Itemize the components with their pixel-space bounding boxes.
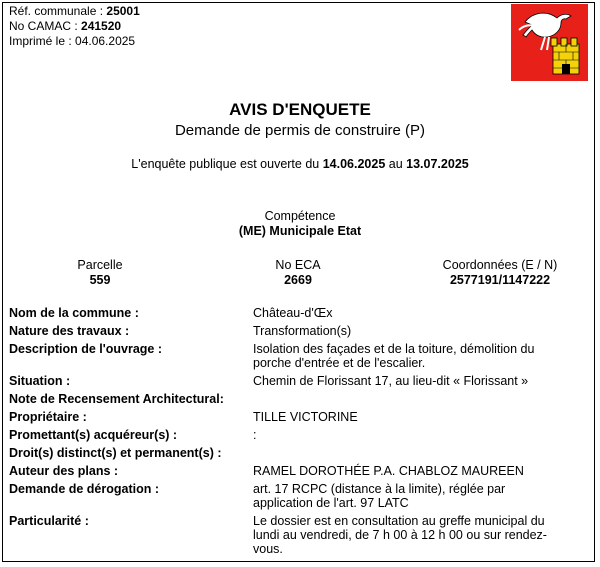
- reference-block: [9, 4, 140, 49]
- detail-row: Particularité : Le dossier est en consultation au greffe municipal du lundi au vendredi, de 7 h 00 à 12 h 00 ou sur rendez-vous.: [9, 514, 547, 556]
- detail-row: Nature des travaux : Transformation(s): [9, 324, 352, 338]
- info-coordonnees: Coordonnées (E / N) 2577191/1147222: [442, 258, 558, 287]
- ref-printed: Imprimé le : 04.06.2025: [9, 34, 136, 48]
- detail-row: Situation : Chemin de Florissant 17, au lieu-dit « Florissant »: [9, 374, 529, 388]
- detail-row: Droit(s) distinct(s) et permanent(s) :: [9, 446, 222, 460]
- detail-row: Nom de la commune : Château-d'Œx: [9, 306, 333, 320]
- detail-row: Note de Recensement Architectural:: [9, 392, 224, 406]
- detail-row: Propriétaire : TILLE VICTORINE: [9, 410, 358, 424]
- coat-of-arms-icon: [511, 4, 588, 81]
- detail-row: Description de l'ouvrage : Isolation des façades et de la toiture, démolition du porche d'entrée et de l'escalier.: [9, 342, 535, 370]
- enquete-dates: L'enquête publique est ouverte du 14.06.2025 au 13.07.2025: [131, 157, 469, 171]
- ref-camac: No CAMAC : 241520: [9, 19, 122, 33]
- notice-subtitle: Demande de permis de construire (P): [174, 122, 426, 139]
- competence-label: Compétence: [264, 209, 336, 223]
- detail-row: Promettant(s) acquéreur(s) : :: [9, 428, 257, 442]
- detail-row: Auteur des plans : RAMEL DOROTHÉE P.A. CHABLOZ MAUREEN: [9, 464, 524, 478]
- competence-value: (ME) Municipale Etat: [238, 224, 362, 238]
- info-eca: No ECA 2669: [275, 258, 321, 287]
- info-parcelle: Parcelle 559: [77, 258, 123, 287]
- detail-row: Demande de dérogation : art. 17 RCPC (distance à la limite), réglée par application de l'art. 97 LATC: [9, 482, 506, 510]
- notice-title: AVIS D'ENQUETE: [229, 100, 371, 119]
- details-list: [9, 306, 589, 560]
- coat-of-arms-graphic: [511, 4, 588, 81]
- ref-communale: Réf. communale : 25001: [9, 4, 140, 18]
